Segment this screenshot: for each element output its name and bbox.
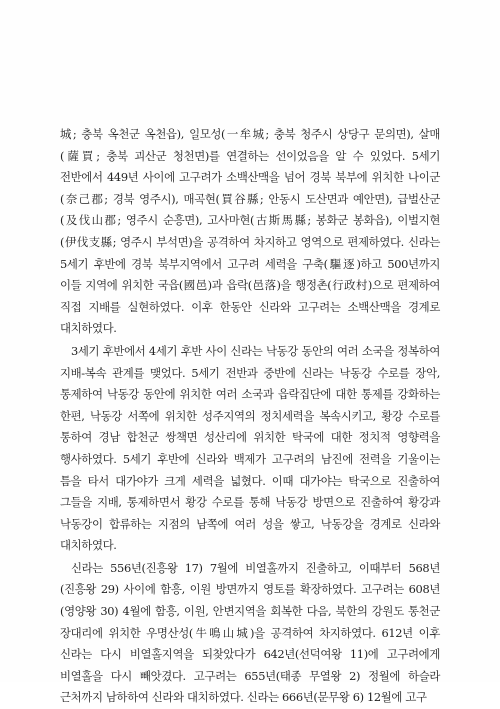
body-text [60, 124, 440, 709]
paragraph-3: 신라는 556년(진흥왕 17) 7월에 비열홀까지 진출하고, 이때부터 568년(진흥왕 29) 사이에 함흥, 이원 방면까지 영토를 확장하였다. 고구려는 608년(영양왕 30) 4월에 함흥, 이원, 안변지역을 회복한 다음, 북한의 강원도 통천군 장대리에 위치한 우명산성(牛鳴山城)을 공격하여 차지하였다. 612년 이후 신라는 다시 비열홀지역을 되찾았다가 642년(선덕여왕 11)에 고구려에게 비열홀을 다시 빼앗겼다. 고구려는 655년(태종 무열왕 2) 정월에 하슬라 근처까지 남하하여 신라와 대치하였다. 신라는 666년(문무왕 6) 12월에 고구 [60, 560, 440, 705]
paragraph-1: 城; 충북 옥천군 옥천읍), 일모성(一牟城; 충북 청주시 상당구 문의면), 살매(薩買; 충북 괴산군 청천면)를 연결하는 선이었음을 알 수 있었다. 5세기 전반에서 449년 사이에 고구려가 소백산맥을 넘어 경북 북부에 위치한 나이군(奈己郡; 경북 영주시), 매곡현(買谷縣; 안동시 도산면과 예안면), 급벌산군(及伐山郡; 영주시 순흥면), 고사마현(古斯馬縣; 봉화군 봉화읍), 이벌지현(伊伐支縣; 영주시 부석면)을 공격하여 차지하고 영역으로 편제하였다. 신라는 5세기 후반에 경북 북부지역에서 고구려 세력을 구축(驅逐)하고 500년까지 이들 지역에 위치한 국읍(國邑)과 읍락(邑落)을 행정촌(行政村)으로 편제하여 직접 지배를 실현하였다. 이후 한동안 신라와 고구려는 소백산맥을 경계로 대치하였다. [60, 127, 440, 336]
paragraph-2: 3세기 후반에서 4세기 후반 사이 신라는 낙동강 동안의 여러 소국을 정복하여 지배-복속 관계를 맺었다. 5세기 전반과 중반에 신라는 낙동강 수로를 장악, 통제하여 낙동강 동안에 위치한 여러 소국과 읍락집단에 대한 통제를 강화하는 한편, 낙동강 서쪽에 위치한 성주지역의 정치세력을 복속시키고, 황강 수로를 통하여 경남 합천군 쌍책면 성산리에 위치한 탁국에 대한 정치적 영향력을 행사하였다. 5세기 후반에 신라와 백제가 고구려의 남진에 전력을 기울이는 틈을 타서 대가야가 크게 세력을 넓혔다. 이때 대가야는 탁국으로 진출하여 그들을 지배, 통제하면서 황강 수로를 통해 낙동강 방면으로 진출하여 황강과 낙동강이 합류하는 지점의 남쪽에 여러 성을 쌓고, 낙동강을 경계로 신라와 대치하였다. [60, 343, 440, 553]
